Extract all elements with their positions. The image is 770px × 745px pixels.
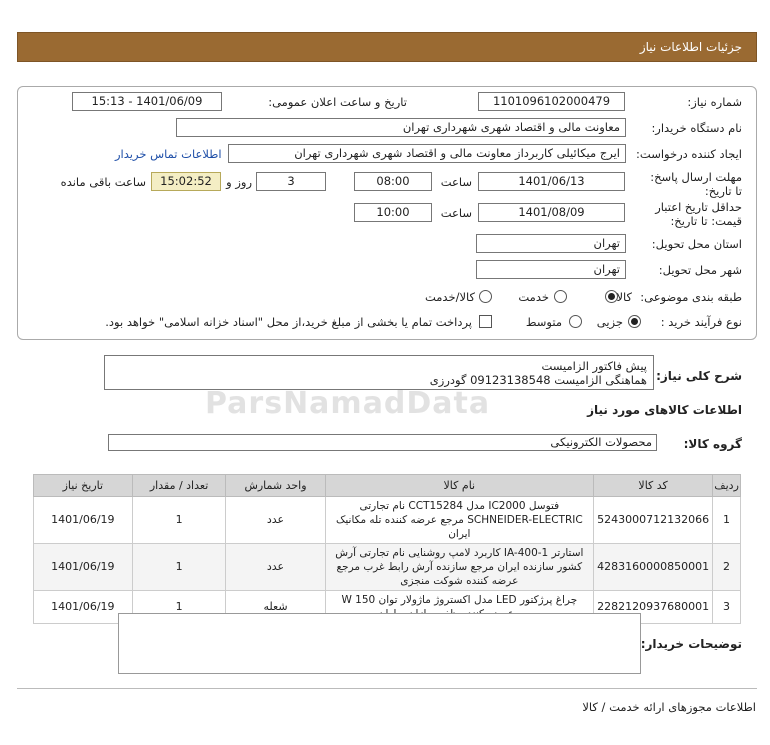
city-field: تهران bbox=[476, 260, 626, 279]
category-option-both: کالا/خدمت bbox=[424, 290, 475, 304]
col-qty: تعداد / مقدار bbox=[132, 475, 226, 497]
col-date: تاریخ نیاز bbox=[34, 475, 133, 497]
province-label: استان محل تحویل: bbox=[651, 237, 742, 251]
table-row bbox=[34, 544, 741, 591]
col-name: نام کالا bbox=[325, 475, 594, 497]
cell-unit: شعله bbox=[226, 591, 325, 624]
treasury-payment-note: پرداخت تمام یا بخشی از مبلغ خرید،از محل "اسناد خزانه اسلامی" خواهد بود. bbox=[105, 315, 472, 329]
cell-code: 2282120937680001 bbox=[594, 591, 713, 624]
process-label: نوع فرآیند خرید : bbox=[660, 315, 742, 329]
cell-qty: 1 bbox=[132, 591, 226, 624]
province-field: تهران bbox=[476, 234, 626, 253]
category-option-service: خدمت bbox=[518, 290, 549, 304]
table-row bbox=[34, 497, 741, 544]
cell-row: 2 bbox=[713, 544, 741, 591]
cell-row: 3 bbox=[713, 591, 741, 624]
need-number-field: 1101096102000479 bbox=[478, 92, 625, 111]
buyer-notes-box bbox=[118, 613, 641, 674]
deadline-label: مهلت ارسال پاسخ: تا تاریخ: bbox=[650, 170, 742, 198]
process-radio-minor[interactable] bbox=[628, 315, 641, 328]
category-label: طبقه بندی موضوعی: bbox=[640, 290, 742, 304]
page-title: جزئیات اطلاعات نیاز bbox=[639, 40, 742, 54]
footer-divider bbox=[17, 688, 757, 689]
buyer-notes-label: توضیحات خریدار: bbox=[640, 637, 742, 651]
remaining-time-label: ساعت باقی مانده bbox=[60, 175, 146, 189]
cell-name: استارتر IA-400-1 کاربرد لامپ روشنایی نام تجارتی آرش کشور سازنده ایران مرجع سازنده آرش رابط غرب مرجع عرضه کننده شوکت منجزی bbox=[325, 544, 594, 591]
deadline-days-field: 3 bbox=[256, 172, 326, 191]
watermark: ParsNamadData bbox=[205, 386, 491, 421]
goods-table bbox=[33, 474, 741, 624]
validity-label: حداقل تاریخ اعتبار قیمت: تا تاریخ: bbox=[655, 200, 742, 228]
cell-unit: عدد bbox=[226, 497, 325, 544]
deadline-time-label: ساعت bbox=[440, 175, 472, 189]
process-option-minor: جزیی bbox=[596, 315, 623, 329]
cell-date: 1401/06/19 bbox=[34, 497, 133, 544]
validity-time-field: 10:00 bbox=[354, 203, 432, 222]
cell-row: 1 bbox=[713, 497, 741, 544]
requester-field: ایرج میکائیلی کاربرداز معاونت مالی و اقتصاد شهری شهرداری تهران bbox=[228, 144, 626, 163]
category-radio-service[interactable] bbox=[554, 290, 567, 303]
category-option-goods: کالا bbox=[616, 290, 632, 304]
deadline-time-field: 08:00 bbox=[354, 172, 432, 191]
page-header bbox=[17, 32, 757, 62]
category-radio-both[interactable] bbox=[479, 290, 492, 303]
table-header-row bbox=[34, 475, 741, 497]
process-radio-medium[interactable] bbox=[569, 315, 582, 328]
cell-unit: عدد bbox=[226, 544, 325, 591]
col-row: ردیف bbox=[713, 475, 741, 497]
validity-time-label: ساعت bbox=[440, 206, 472, 220]
summary-line-1: پیش فاکتور الزامیست bbox=[541, 359, 647, 373]
summary-label: شرح کلی نیاز: bbox=[656, 369, 742, 383]
summary-textarea bbox=[104, 355, 654, 390]
buyer-org-field: معاونت مالی و اقتصاد شهری شهرداری تهران bbox=[176, 118, 626, 137]
cell-name: چراغ پرژکتور LED مدل اکستروژ ماژولار توان W 150 bbox=[325, 591, 594, 624]
footer-licenses-text: اطلاعات مجوزهای ارائه خدمت / کالا bbox=[582, 700, 756, 714]
deadline-date-field: 1401/06/13 bbox=[478, 172, 625, 191]
cell-code: 4283160000850001 bbox=[594, 544, 713, 591]
requester-label: ایجاد کننده درخواست: bbox=[636, 147, 742, 161]
treasury-payment-checkbox[interactable] bbox=[479, 315, 492, 328]
group-field: محصولات الکترونیکی bbox=[108, 434, 657, 451]
cell-date: 1401/06/19 bbox=[34, 591, 133, 624]
need-number-label: شماره نیاز: bbox=[687, 95, 742, 109]
goods-section-title: اطلاعات کالاهای مورد نیاز bbox=[587, 403, 742, 417]
cell-qty: 1 bbox=[132, 544, 226, 591]
summary-line-2: هماهنگی الزامیست 09123138548 گودرزی bbox=[429, 373, 647, 387]
group-label: گروه کالا: bbox=[683, 437, 742, 451]
process-option-medium: متوسط bbox=[525, 315, 562, 329]
cell-code: 5243000712132066 bbox=[594, 497, 713, 544]
col-unit: واحد شمارش bbox=[226, 475, 325, 497]
announce-field: 1401/06/09 - 15:13 bbox=[72, 92, 222, 111]
cell-date: 1401/06/19 bbox=[34, 544, 133, 591]
col-code: کد کالا bbox=[594, 475, 713, 497]
validity-date-field: 1401/08/09 bbox=[478, 203, 625, 222]
announce-label: تاریخ و ساعت اعلان عمومی: bbox=[268, 95, 407, 109]
buyer-contact-link[interactable]: اطلاعات تماس خریدار bbox=[115, 147, 222, 161]
cell-qty: 1 bbox=[132, 497, 226, 544]
deadline-days-label: روز و bbox=[226, 175, 252, 189]
city-label: شهر محل تحویل: bbox=[658, 263, 742, 277]
cell-name: فتوسل IC2000 مدل CCT15284 نام تجارتی SCHNEIDER-ELECTRIC مرجع عرضه کننده تله مکانیک ایران bbox=[325, 497, 594, 544]
remaining-time-field: 15:02:52 bbox=[151, 172, 221, 191]
buyer-org-label: نام دستگاه خریدار: bbox=[651, 121, 742, 135]
